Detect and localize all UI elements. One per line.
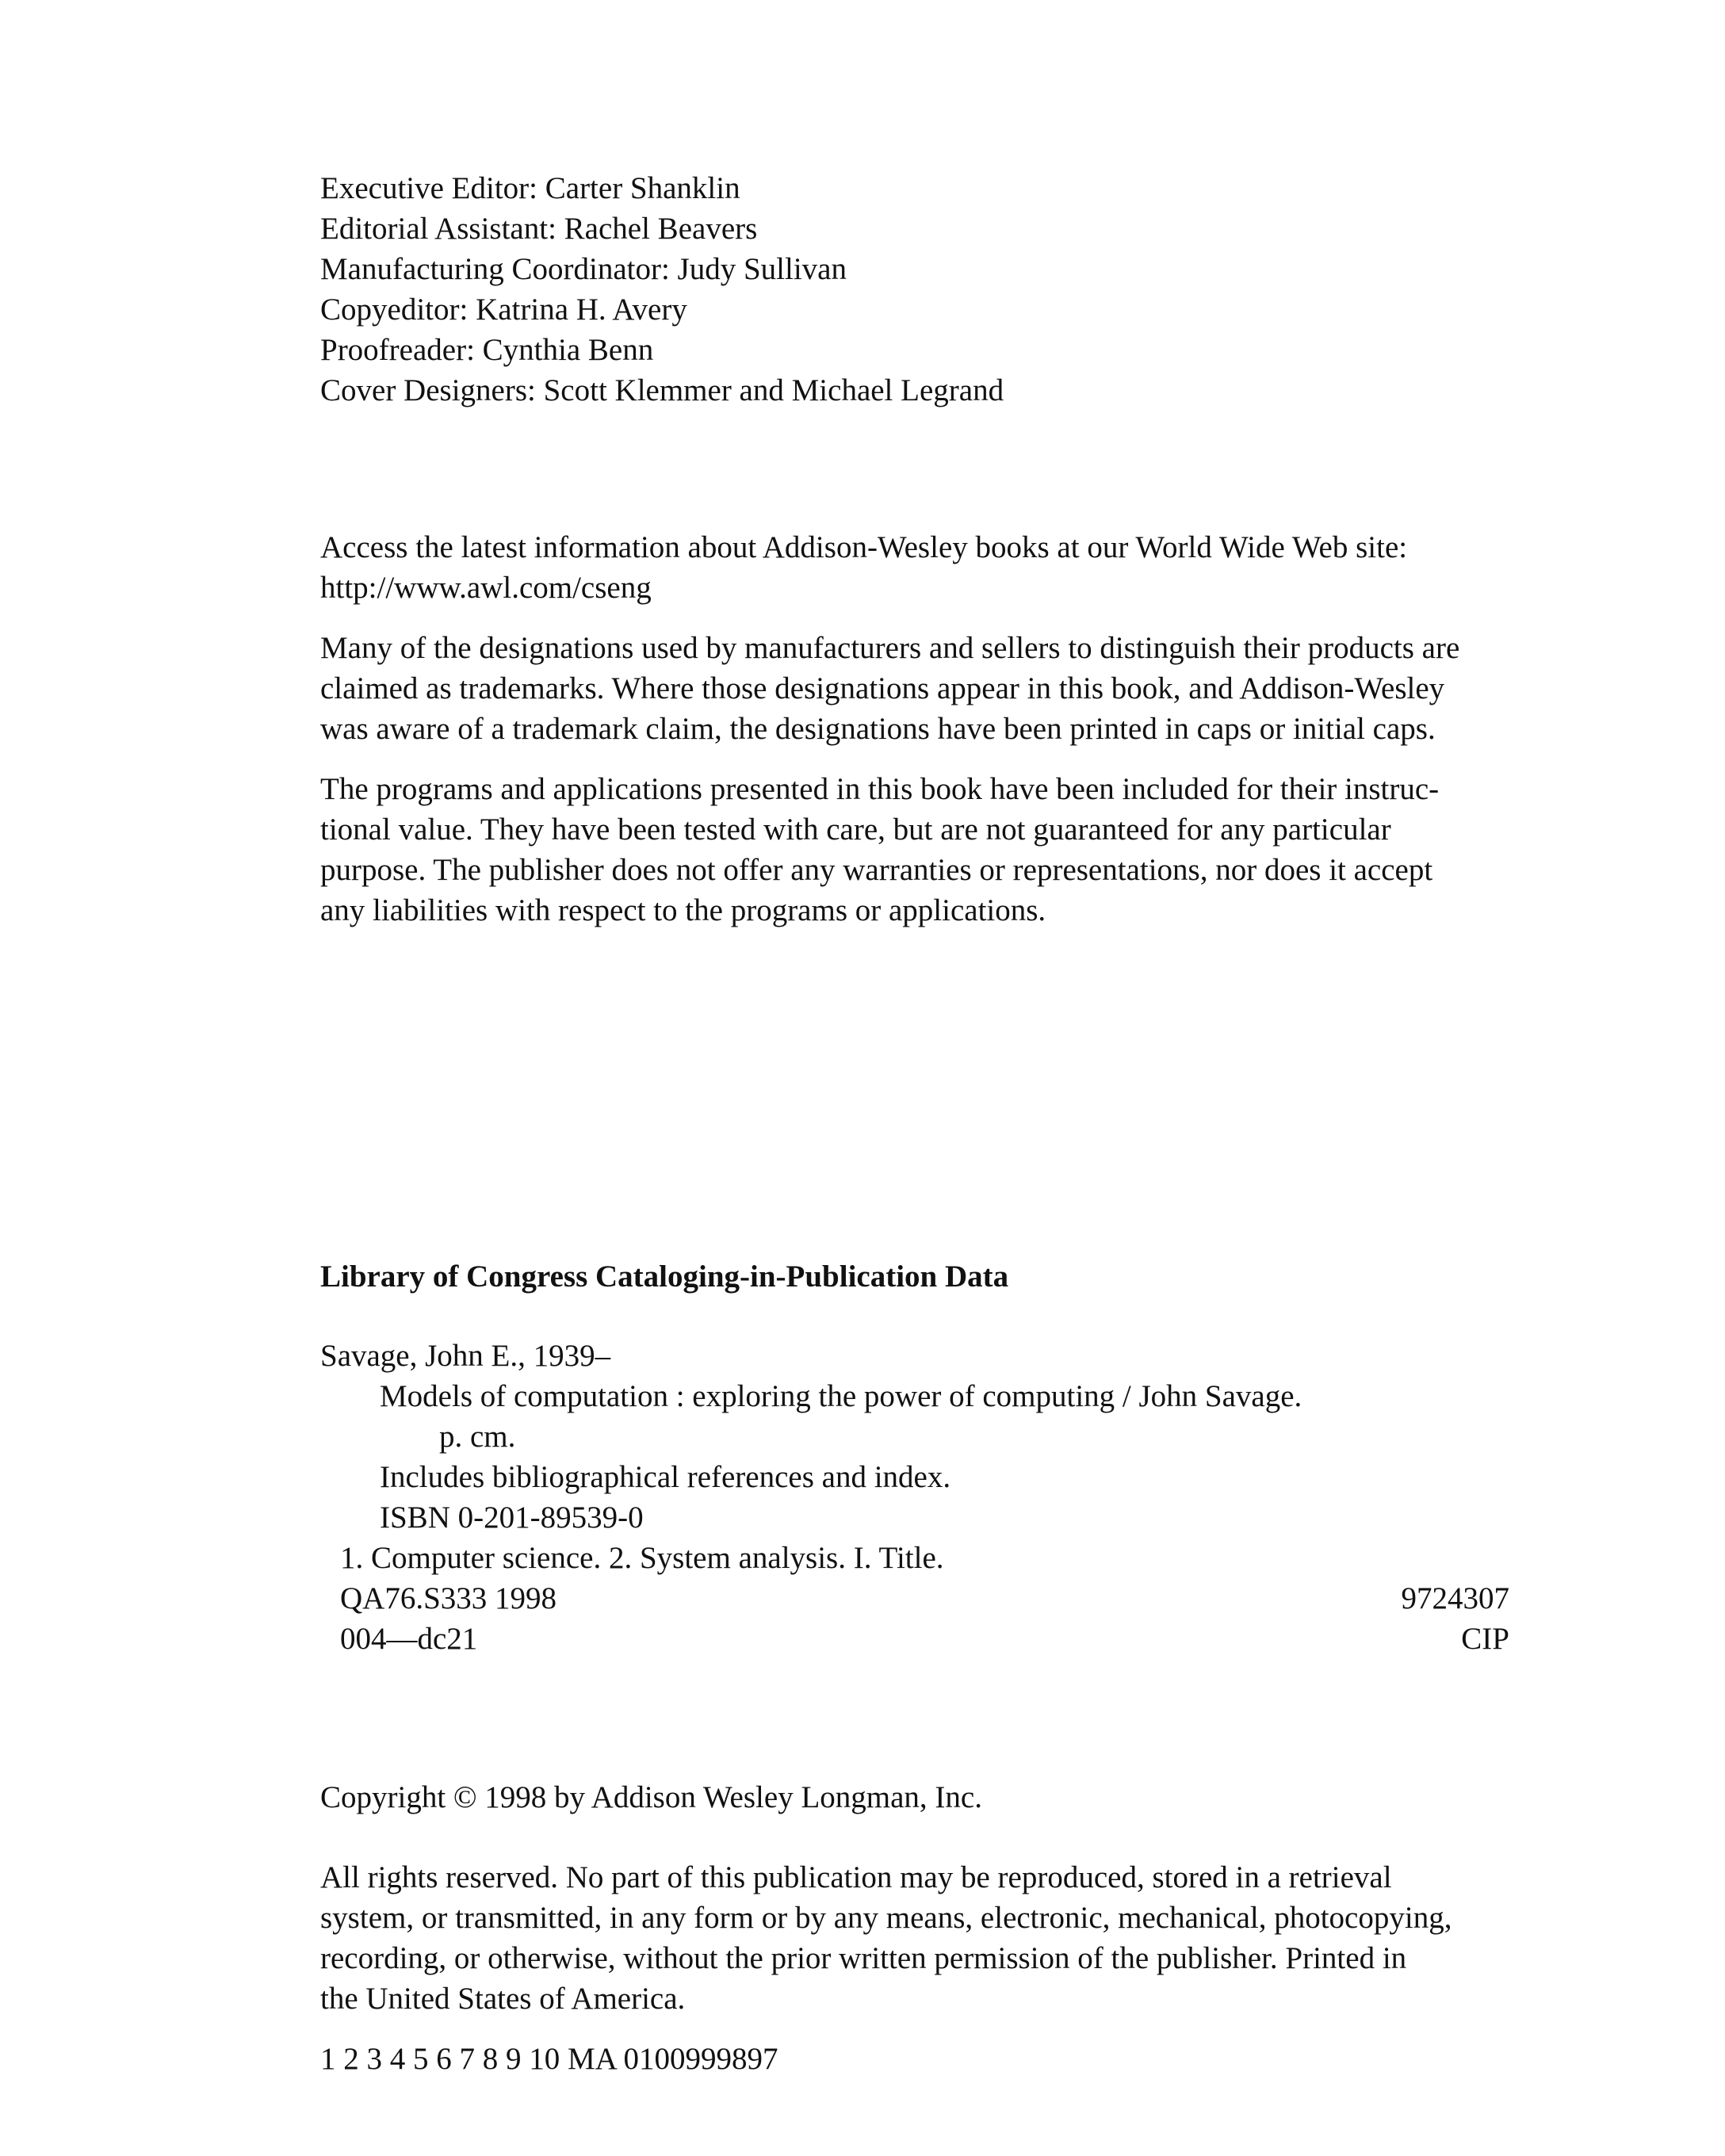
cip-dewey: 004—dc21	[340, 1622, 478, 1656]
credit-cover-designers: Cover Designers: Scott Klemmer and Michael Legrand	[320, 373, 1004, 407]
editorial-credits	[320, 168, 1509, 411]
rights-line: recording, or otherwise, without the prior written permission of the publisher. Printed in	[320, 1941, 1407, 1975]
credit-executive-editor: Executive Editor: Carter Shanklin	[320, 171, 740, 205]
rights-line: system, or transmitted, in any form or by any means, electronic, mechanical, photocopying,	[320, 1901, 1452, 1935]
cip-heading: Library of Congress Cataloging-in-Publication Data	[320, 1260, 1009, 1294]
trademark-notice	[320, 628, 1509, 749]
cip-label: CIP	[1461, 1622, 1509, 1656]
cip-title: Models of computation : exploring the power of computing / John Savage.	[380, 1379, 1302, 1413]
web-url: http://www.awl.com/cseng	[320, 571, 652, 605]
rights-line: All rights reserved. No part of this publication may be reproduced, stored in a retrieval	[320, 1860, 1392, 1894]
trademark-line: Many of the designations used by manufacturers and sellers to distinguish their products are	[320, 631, 1460, 665]
credit-proofreader: Proofreader: Cynthia Benn	[320, 333, 654, 367]
cip-dewey-row	[320, 1619, 1509, 1659]
rights-reserved	[320, 1857, 1509, 2019]
web-access-text: Access the latest information about Addison-Wesley books at our World Wide Web site:	[320, 530, 1408, 564]
cip-isbn: ISBN 0-201-89539-0	[380, 1500, 644, 1535]
credit-editorial-assistant: Editorial Assistant: Rachel Beavers	[320, 212, 758, 246]
cip-subjects: 1. Computer science. 2. System analysis. I. Title.	[340, 1541, 944, 1575]
cip-record	[320, 1336, 1509, 1659]
web-access-note	[320, 527, 1509, 608]
disclaimer-line: any liabilities with respect to the programs or applications.	[320, 893, 1046, 927]
printing-line: 1 2 3 4 5 6 7 8 9 10 MA 0100999897	[320, 2042, 778, 2076]
cip-lccn: 9724307	[1401, 1581, 1509, 1615]
disclaimer-line: The programs and applications presented in this book have been included for their instruc-	[320, 772, 1440, 806]
trademark-line: claimed as trademarks. Where those designations appear in this book, and Addison-Wesley	[320, 671, 1445, 705]
disclaimer-line: tional value. They have been tested with care, but are not guaranteed for any particular	[320, 812, 1391, 847]
credit-copyeditor: Copyeditor: Katrina H. Avery	[320, 292, 687, 327]
trademark-line: was aware of a trademark claim, the designations have been printed in caps or initial caps.	[320, 712, 1436, 746]
credit-manufacturing-coordinator: Manufacturing Coordinator: Judy Sullivan	[320, 252, 847, 286]
copyright-line: Copyright © 1998 by Addison Wesley Longman, Inc.	[320, 1780, 982, 1814]
rights-line: the United States of America.	[320, 1982, 686, 2016]
cip-author: Savage, John E., 1939–	[320, 1339, 611, 1373]
cip-call-number: QA76.S333 1998	[340, 1581, 557, 1615]
disclaimer-line: purpose. The publisher does not offer any warranties or representations, nor does it accept	[320, 853, 1433, 887]
cip-call-number-row	[320, 1578, 1509, 1619]
cip-pages: p. cm.	[439, 1420, 516, 1454]
cip-includes: Includes bibliographical references and index.	[380, 1460, 951, 1494]
warranty-disclaimer	[320, 769, 1509, 931]
